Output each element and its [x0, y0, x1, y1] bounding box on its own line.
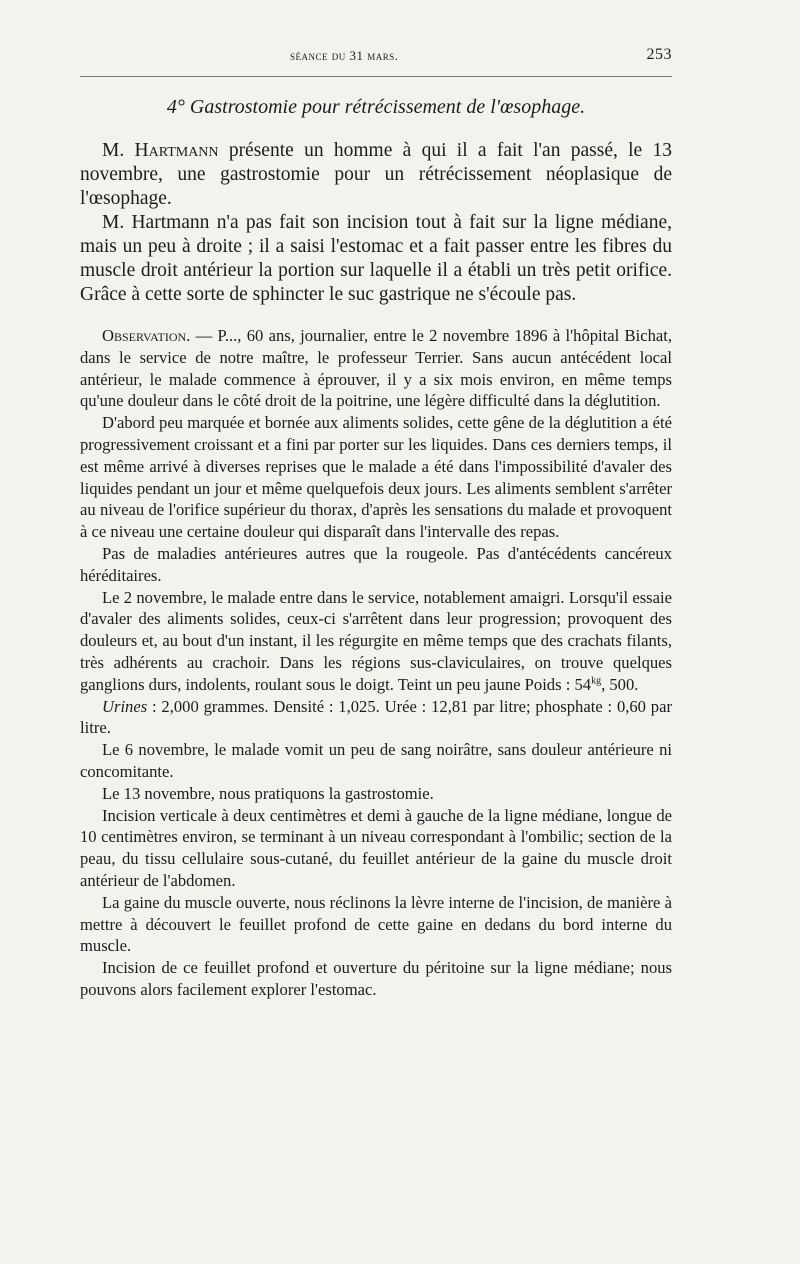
observation-paragraph-4-text: Le 2 novembre, le malade entre dans le service, notablement amaigri. Lorsqu'il essaie d'avaler des aliments solides, ceux-ci s'arrêtent dans leur progression; provoquent des douleurs et, au bout d'un instant, il les régurgite en même temps que des crachats filants, très adhérents au crachoir. Dans les régions sus-claviculaires, on trouve quelques ganglions durs, indolents, roulant sous le doigt. Teint un peu jaune Poids : 54 — [80, 587, 672, 694]
observation-paragraph-2: D'abord peu marquée et bornée aux aliments solides, cette gêne de la déglutition a été progressivement croissant et a fini par porter sur les liquides. Dans ces derniers temps, il est même arrivé à diverses reprises que le malade a été dans l'impossibilité d'avaler des liquides pendant un jour et même quelquefois deux jours. Les aliments semblent s'arrêter au niveau de l'orifice supérieur du thorax, d'après les sensations du malade et provoquent à ce niveau une certaine douleur qui disparaît dans l'intervalle des repas. — [80, 413, 672, 542]
observation-paragraph-1-text: — P..., 60 ans, journalier, entre le 2 novembre 1896 à l'hôpital Bichat, dans le service de notre maître, le professeur Terrier. Sans aucun antécédent local antérieur, le malade commence à éprouver, il y a six mois environ, en même temps qu'une douleur dans le côté droit de la poitrine, une légère difficulté dans la déglutition. — [80, 326, 672, 411]
intro-paragraph-2: M. Hartmann n'a pas fait son incision tout à fait sur la ligne médiane, mais un peu à droite ; il a saisi l'estomac et a fait passer entre les fibres du muscle droit antérieur la portion sur laquelle il a établi un très petit orifice. Grâce à cette sorte de sphincter le suc gastrique ne s'écoule pas. — [80, 212, 672, 305]
observation-label: Observation. — [102, 326, 191, 345]
observation-paragraph-5-text: : 2,000 grammes. Densité : 1,025. Urée : 12,81 par litre; phosphate : 0,60 par litre. — [80, 696, 672, 738]
running-head-title: séance du 31 mars. — [290, 48, 399, 63]
observation-block — [80, 325, 672, 1001]
observation-paragraph-10: Incision de ce feuillet profond et ouverture du péritoine sur la ligne médiane; nous pouvons alors facilement explorer l'estomac. — [80, 958, 672, 999]
observation-paragraph-7: Le 13 novembre, nous pratiquons la gastrostomie. — [102, 783, 434, 803]
section-title: 4° Gastrostomie pour rétrécissement de l'œsophage. — [166, 96, 586, 118]
intro-paragraph-1 — [80, 139, 672, 211]
page-content — [80, 95, 672, 1001]
intro-paragraph-1-text: présente un homme à qui il a fait l'an passé, le 13 novembre, une gastrostomie pour un rétrécissement néoplasique de l'œsophage. — [80, 140, 673, 209]
observation-paragraph-5 — [80, 696, 672, 740]
weight-unit: kg — [591, 675, 602, 687]
observation-paragraph-4 — [80, 587, 672, 696]
page-number: 253 — [646, 46, 672, 63]
author-name: M. Hartmann — [102, 140, 219, 161]
header-rule — [80, 76, 672, 77]
observation-paragraph-3: Pas de maladies antérieures autres que la rougeole. Pas d'antécédents cancéreux héréditaires. — [80, 543, 672, 585]
observation-paragraph-4-end: , 500. — [601, 674, 639, 694]
observation-paragraph-8: Incision verticale à deux centimètres et demi à gauche de la ligne médiane, longue de 10 centimètres environ, se terminant à un niveau correspondant à l'ombilic; section de la peau, du tissu cellulaire sous-cutané, du feuillet antérieur de la gaine du muscle droit antérieur de l'abdomen. — [80, 805, 672, 890]
intro-block — [80, 139, 672, 307]
running-head — [80, 46, 672, 66]
observation-paragraph-9: La gaine du muscle ouverte, nous réclinons la lèvre interne de l'incision, de manière à mettre à découvert le feuillet profond de cette gaine en dedans du bord interne du muscle. — [80, 892, 672, 956]
observation-paragraph-1 — [80, 325, 672, 412]
observation-paragraph-6: Le 6 novembre, le malade vomit un peu de sang noirâtre, sans douleur antérieure ni concomitante. — [80, 740, 672, 781]
urines-label: Urines — [102, 696, 148, 716]
